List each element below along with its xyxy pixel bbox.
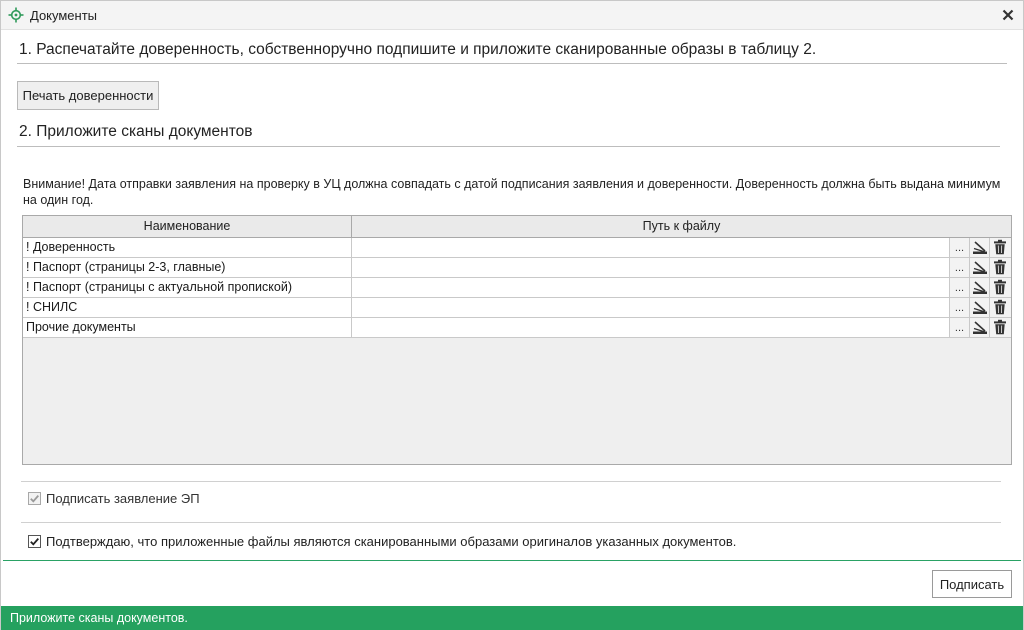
options-divider-bottom [21,522,1001,523]
table-row[interactable] [23,278,1011,298]
delete-button[interactable] [990,298,1011,317]
delete-button[interactable] [990,278,1011,297]
trash-icon [992,239,1008,255]
confirm-label: Подтверждаю, что приложенные файлы являются сканированными образами оригиналов указанных документов. [46,534,737,549]
column-header-name[interactable]: Наименование [23,216,352,237]
file-path-cell[interactable] [352,318,950,337]
step2-divider [17,146,1000,147]
delete-button[interactable] [990,258,1011,277]
browse-button[interactable]: ... [950,318,970,337]
file-path-cell[interactable] [352,278,950,297]
checkmark-icon [29,536,40,547]
sign-ep-label: Подписать заявление ЭП [46,491,200,506]
delete-button[interactable] [990,238,1011,257]
sign-button[interactable]: Подписать [932,570,1012,598]
browse-button[interactable]: ... [950,258,970,277]
document-name-cell: Прочие документы [23,318,352,337]
browse-button[interactable]: ... [950,298,970,317]
document-name-cell: ! СНИЛС [23,298,352,317]
checkmark-icon [29,493,40,504]
warning-text: Внимание! Дата отправки заявления на проверку в УЦ должна совпадать с датой подписания заявления и доверенности. Доверенность должна быть выдана минимум на один год. [23,177,1001,207]
close-icon[interactable] [999,6,1017,24]
step1-divider [17,63,1007,64]
table-header [23,216,1011,238]
scanner-icon [972,299,988,315]
scanner-icon [972,319,988,335]
browse-button[interactable]: ... [950,278,970,297]
scan-button[interactable] [970,318,990,337]
scan-button[interactable] [970,298,990,317]
documents-table [22,215,1012,465]
scan-button[interactable] [970,278,990,297]
trash-icon [992,319,1008,335]
table-row[interactable] [23,238,1011,258]
trash-icon [992,259,1008,275]
step1-title: 1. Распечатайте доверенность, собственноручно подпишите и приложите сканированные образы в таблицу 2. [19,41,817,58]
trash-icon [992,279,1008,295]
document-name-cell: ! Паспорт (страницы 2-3, главные) [23,258,352,277]
trash-icon [992,299,1008,315]
browse-button[interactable]: ... [950,238,970,257]
status-bar [1,606,1023,630]
window-title: Документы [30,8,98,23]
table-row[interactable] [23,298,1011,318]
scanner-icon [972,279,988,295]
scanner-icon [972,259,988,275]
delete-button[interactable] [990,318,1011,337]
scan-button[interactable] [970,238,990,257]
crosshair-app-icon [8,7,24,23]
file-path-cell[interactable] [352,258,950,277]
confirm-checkbox[interactable] [28,535,41,548]
column-header-path[interactable]: Путь к файлу [642,219,721,233]
title-bar [1,1,1023,30]
scanner-icon [972,239,988,255]
step2-title: 2. Приложите сканы документов [19,123,253,140]
table-row[interactable] [23,258,1011,278]
sign-ep-checkbox[interactable] [28,492,41,505]
scan-button[interactable] [970,258,990,277]
table-row[interactable] [23,318,1011,338]
options-divider-top [21,481,1001,482]
footer-divider [3,560,1021,561]
file-path-cell[interactable] [352,238,950,257]
file-path-cell[interactable] [352,298,950,317]
document-name-cell: ! Паспорт (страницы с актуальной пропиской) [23,278,352,297]
print-power-of-attorney-button[interactable]: Печать доверенности [17,81,159,110]
document-name-cell: ! Доверенность [23,238,352,257]
status-text: Приложите сканы документов. [10,611,188,625]
